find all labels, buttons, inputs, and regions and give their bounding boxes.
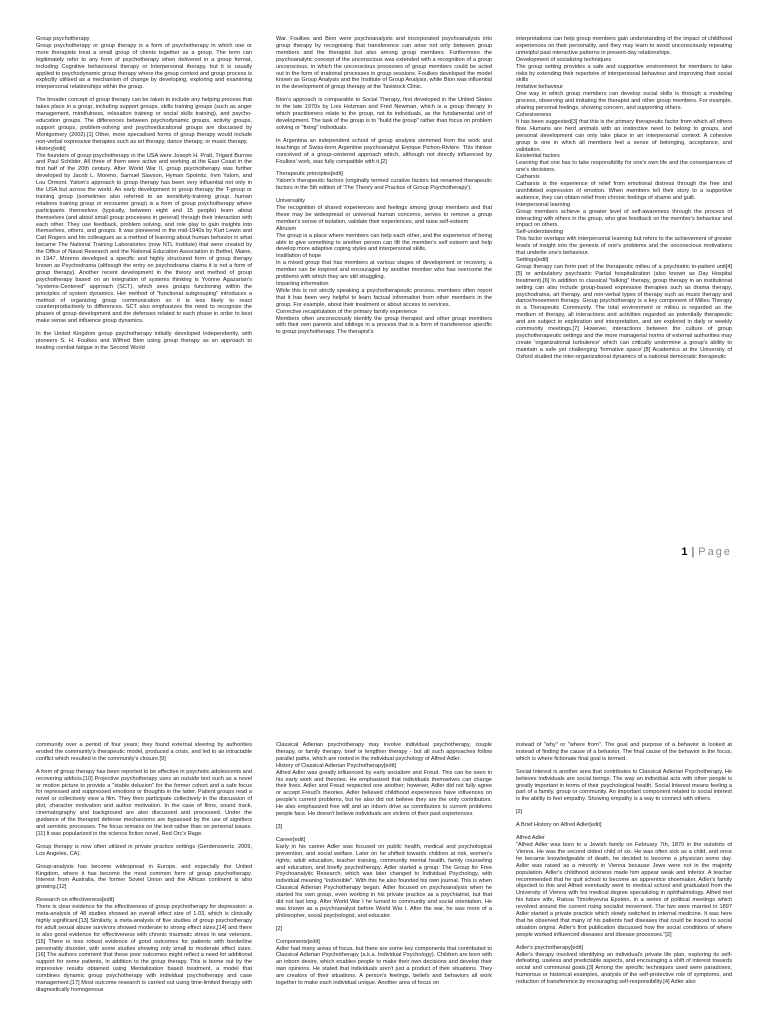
paragraph: Social Interest is another area that contributes to Classical Adlerian Psychotherapy. He believes individuals are social beings. The way an individual acts with other people is greatly important in terms of their psychological health. Social Interest means feeling a part of a family, group or community. An important component related to social interest is the ability to feel empathy. Showing empathy is a way to connect with others. (516, 768, 732, 803)
section-heading: Settings[edit] (516, 257, 549, 263)
paragraph: There is clear evidence for the effectiveness of group psychotherapy for depression: a meta-analysis of 48 studies showed an overall effect size of 1.03, which is clinically highly significant.[13] Similarly, a meta-analysis of five studies of group psychotherapy for adult sexual abuse survivors showed moderate to strong effect sizes,[14] and there is also good evidence for effectiveness with chronic traumatic stress in war veterans.[15] There is less robust evidence of good outcomes for patients with borderline personality disorder, with some studies showing only small to moderate effect sizes.[16] The authors comment that these poor outcomes might reflect a need for additional support for some patients, in addition to the group therapy. This is borne out by the impressive results obtained using Mentalization based treatment, a model that combines dynamic group psychotherapy with individual psychotherapy and case management.[17] Most outcome research is carried out using time-limited therapy with diagnostically homogenous (36, 904, 252, 993)
paragraph: The founders of group psychotherapy in the USA were Joseph H. Pratt, Trigant Burrow and Paul Schilder. All three of them were active and working at the East Coast in the first half of the 20th century. After World War II, group psychotherapy was further developed by Jacob L. Moreno, Samuel Slavson, Hyman Spotnitz, Irvin Yalom, and Lou Ormont. Yalom's approach to group therapy has been very influential not only in the USA but across the world. An early development in group therapy the T-group or training group (sometimes also referred to as sensitivity-training group, human relations training group or encounter group) is a form of group psychotherapy where participants themselves (typically, between eight and 15 people) learn about themselves (and about small group processes in general) through their interaction with each other. They use feedback, problem solving, and role play to gain insights into themselves, others, and groups. It was pioneered in the mid-1940s by Kurt Lewin and Carl Rogers and his colleagues as a method of learning about human behavior in what became The National Training Laboratories (now NTL Institute) that were created by the Office of Naval Research and the National Education Association in Bethel, Maine, in 1947. Moreno developed a specific and highly structured form of group therapy known as Psychodrama (although the entry on psychodrama claims it is not a form of group therapy). Another recent development in the theory and method of group psychotherapy based on an integration of systems thinking is Yvonne Agazarian's "systems-Centered" approach (SCT), which sees groups functioning within the principles of system dynamics. Her method of "functional subgrouping" introduces a method of organizing group communication so it is less likely to react counterproductively to differences. SCT also emphasizes the need to recognize the phases of group development and the defenses related to each phase in order to best make sense and influence group dynamics. (36, 152, 252, 325)
section-heading: Career[edit] (276, 836, 306, 843)
paragraph: Group-analysis has become widespread in Europe, and especially the United Kingdom, where it has become the most common form of group psychotherapy. Interest from Australia, the former Soviet Union and the African continent is also growing.[12] (36, 863, 252, 891)
section-heading: History[edit] (36, 145, 66, 152)
section-heading: Research on effectiveness[edit] (36, 897, 114, 904)
section-heading: Components[edit] (276, 938, 320, 945)
paragraph: "Alfred Adler was born to a Jewish family on February 7th, 1870 in the outskirts of Vienna. He was the second oldest child of six. He was often sick as a child, and once he became knowledgeable of death, he decided to become a physician some day. Adler was raised as a minority in Vienna because Jews were not in the majority population. Adler's childhood sickness made him appear weak and inferior. A teacher recommended that he quit school to become an apprentice shoemaker. Adler's family objected to this and Alfred eventually went to medical school and graduated from the University of Vienna with his medical degree specializing in ophthalmology. Alfred met his future wife, Raissa Timofeyevna Epstein, in a series of political meetings which revolved around the current rising socialist movement. The two were married in 1897 Adler started a private practice which slowly switched to internal medicine. It was here that he observed that many of his patients had diseases that could be traced to social situation origins. Adler's first publication discussed how the social conditions of where people worked influenced diseases and disease processes."[2] (516, 841, 732, 938)
paragraph: instead of "why" or "where from". The goal and purpose of a behavior is looked at instead of finding the cause of a behavior. The final cause of the behavior is the focus, which is where fictionate final goal is termed. (516, 742, 732, 762)
paragraph: In Argentina an independent school of group analysis stemmed from the work and teachings of Swiss-born Argentine psychoanalyst Enrique Pichon-Rivière. This thinker conceived of a group-centered approach which, although not directly influenced by Foulkes' work, was fully compatible with it.[2] (276, 137, 492, 165)
section-heading: Corrective recapitulation of the primary family experience (276, 308, 418, 315)
paragraph: Group psychotherapy or group therapy is a form of psychotherapy in which one or more therapists treat a small group of clients together as a group. The term can legitimately refer to any form of psychotherapy when delivered in a group format, including Cognitive behavioural therapy or Interpersonal therapy, but it is usually applied to psychodynamic group therapy where the group context and group process is explicitly utilised as a mechanism of change by developing, exploring and examining interpersonal relationships within the group. (36, 42, 252, 91)
paragraph: Bion's approach is comparable to Social Therapy, first developed in the United States in the late 1970s by Lois Holzman and Fred Newman, which is a group therapy in which practitioners relate to the group, not its individuals, as the fundamental unit of development. The task of the group is to "build the group" rather than focus on problem solving or "fixing" individuals. (276, 97, 492, 131)
document-page-2 (0, 708, 768, 1024)
paragraph: The broader concept of group therapy can be taken to include any helping process that takes place in a group, including support groups, skills training groups (such as anger management, mindfulness, relaxation training or social skills training), and psycho-education groups. The differences between psychodynamic groups, activity groups, support groups, problem-solving and psychoeducational groups are discussed by Montgomery (2002).[1] Other, more specialised forms of group therapy would include non-verbal expressive therapies such as art therapy, dance therapy, or music therapy. (36, 97, 252, 145)
paragraph: Classical Adlerian psychotherapy may involve individual psychotherapy, couple therapy, or family therapy, brief or lengthier therapy - but all such approaches follow parallel paths, which are rooted in the individual psychology of Alfred Adler. (276, 742, 492, 762)
section-heading: Self-understanding (516, 229, 563, 236)
page1-column-middle (276, 36, 492, 336)
paragraph: Adler's therapy involved identifying an individual's private life plan, exploring its self-defeating, useless and predictable aspects, and encouraging a shift of interest towards social and communal goals.[3] Among the specific techniques used were paradoxes, humorous or historical examples, analysis of the self-protective role of symptoms, and reduction of transference by encouraging self-responsibility.[4] Adler also (516, 951, 732, 986)
section-heading: Development of socializing techniques (516, 56, 612, 63)
section-heading: Adler's psychotherapy[edit] (516, 944, 583, 951)
paragraph: Catharsis is the experience of relief from emotional distress through the free and uninhibited expression of emotion. When members tell their story to a supportive audience, they can obtain relief from chronic feelings of shame and guilt. (516, 181, 732, 201)
paragraph: [2] (276, 925, 283, 932)
paragraph: Learning that one has to take responsibility for one's own life and the consequences of one's decisions. (516, 160, 732, 174)
section-heading: History of Classical Adlerian Psychotherapy[edit] (276, 762, 397, 769)
page-footer-word: Page (698, 546, 732, 558)
paragraph: A form of group therapy has been reported to be effective in psychotic adolescents and recovering addicts.[10] Projective psychotherapy uses an outside text such as a novel or motion picture to provide a "stable delusion" for the former cohort and a safe focus for repressed and suppressed emotions or thoughts in the latter. Patient groups read a novel or collectively view a film. They then participate collectively in the discussion of plot, character motivation and author motivation. In the case of films, sound track, cinematography and background are also discussed and processed. Under the guidance of the therapist defense mechanisms are bypassed by the use of signifiers and semiotic processes. The focus remains on the text rather than on personal issues. [11] It was popularized in the science fiction novel, Red Orc's Rage. (36, 768, 252, 837)
page-number: 1 (681, 546, 688, 558)
paragraph: In the United Kingdom group psychotherapy initially developed independently, with pioneers S. H. Foulkes and Wilfred Bion using group therapy as an approach to treating combat fatigue in the Second World (36, 331, 252, 351)
paragraph: Group therapy is now often utilized in private practice settings (Gerdenswertz, 2009, Los Angeles, CA). (36, 843, 252, 857)
section-heading: Therapeutic principles[edit] (276, 171, 343, 178)
paragraph: A Brief History on Alfred Adler[edit] (516, 822, 602, 829)
paragraph: In a mixed group that has members at various stages of development or recovery, a member can be inspired and encouraged by another member who has overcome the problems with which they are still struggling. (276, 260, 492, 281)
section-heading: Imitative behaviour (516, 84, 563, 91)
paragraph: Members often unconsciously identify the group therapist and other group members with their own parents and siblings in a process that is a form of transference specific to group psychotherapy. The therapist's (276, 315, 492, 336)
paragraph: While this is not strictly speaking a psychotherapeutic process, members often report that it has been very helpful to learn factual information from other members in the group. For example, about their treatment or about access to services. (276, 287, 492, 308)
page-gap (0, 600, 768, 708)
paragraph: War. Foulkes and Bion were psychoanalysts and incorporated psychoanalysis into group therapy by recognising that transference can arise not only between group members and the therapist but also among group members. Furthermore the psychoanalytic concept of the unconscious was extended with a recognition of a group unconscious, in which the unconscious processes of group members could be acted out in the form of irrational processes in group sessions. Foulkes developed the model known as Group Analysis and the Institute of Group Analysis, while Bion was influential in the development of group therapy at the Tavistock Clinic. (276, 36, 492, 91)
section-heading: Catharsis (516, 174, 540, 181)
section-heading: Group psychotherapy (36, 36, 90, 42)
page2-column-right (516, 742, 732, 986)
paragraph: Early in his career Adler was focused on public health, medical and psychological prevention, and social welfare. Later on he shifted towards children at risk, women's rights, adult education, teacher training, community mental health, family counseling and education, and briefly psychotherapy. Adler started a group: The Group for Free Psychoanalytic Research, which was later changed to Individual Psychology, with individual meaning "indivisible". With this he also founded his own journal. This is when Classical Adlerian Psychotherapy began. Adler focused on psychoanalysis when he started his own group, even working in his private practice as a psychiatrist, but that did not last long. After World War I he turned to community and social orientation. He was known as a psychoanalyst before World War I. After the war, he was more of a philosopher, social psychologist, and educator. (276, 843, 492, 919)
paragraph: Group therapy can form part of the therapeutic milieu of a psychiatric in-patient unit[4][5] or ambulatory psychiatric Partial hospitalization (also known as Day Hospital treatment).[6] In addition to classical "talking" therapy, group therapy in an institutional setting can also include group-based expressive therapies such as drama therapy, psychodrama, art therapy, and non-verbal types of therapy such as music therapy and dance/movement therapy. Group psychotherapy is a key component of Milieu Therapy in a Therapeutic Community. The total environment or milieu is regarded as the medium of therapy, all interactions and activities regarded as potentially therapeutic and are subject to exploration and interpretation, and are explored in daily or weekly community meetings.[7] However, interactions between the culture of group psychotherapeutic settings and the more managerial norms of external authorities may create 'organizational turbulence' which can critically undermine a group's ability to maintain a safe yet challenging 'formative space'.[8] Academics at the University of Oxford studied the inter-organizational dynamics of a national democratic therapeutic (516, 263, 732, 360)
paragraph: The group is a place where members can help each other, and the experience of being able to give something to another person can lift the member's self esteem and help develop more adaptive coping styles and interpersonal skills. (276, 232, 492, 253)
page-footer (681, 546, 732, 558)
section-heading: Existential factors (516, 153, 560, 160)
section-heading: Imparting information (276, 281, 329, 287)
section-heading: Alfred Adler (516, 835, 545, 842)
page2-column-middle (276, 742, 492, 987)
paragraph: The group setting provides a safe and supportive environment for members to take risks by extending their repertoire of interpersonal behaviour and improving their social skills (516, 63, 732, 84)
page2-column-left (36, 742, 252, 994)
page1-column-right (516, 36, 732, 361)
section-heading: Instillation of hope (276, 253, 322, 260)
paragraph: community over a period of four years; they found external steering by authorities eroded the community's therapeutic model, produced a crisis, and led to an intractable conflict which resulted in the community's closure.[9] (36, 742, 252, 762)
page-footer-separator: | (691, 546, 695, 558)
section-heading: Interpersonal learning (516, 201, 571, 208)
paragraph: [2] (516, 809, 523, 816)
paragraph: It has been suggested[3] that this is the primary therapeutic factor from which all others flow. Humans are herd animals with an instinctive need to belong to groups, and personal development can only take place in an interpersonal context. A cohesive group is one in which all members feel a sense of belonging, acceptance, and validation. (516, 118, 732, 153)
paragraph: This factor overlaps with interpersonal learning but refers to the achievement of greater levels of insight into the genesis of one's problems and the unconscious motivations that underlie one's behaviour. (516, 236, 732, 257)
section-heading: Cohesiveness (516, 111, 552, 118)
paragraph: [3] (276, 823, 283, 830)
paragraph: The recognition of shared experiences and feelings among group members and that these may be widespread or universal human concerns, serves to remove a group member's sense of isolation, validate their experiences, and raise self-esteem (276, 205, 492, 225)
paragraph: Group members achieve a greater level of self-awareness through the process of interacting with others in the group, who give feedback on the member's behaviour and impact on others. (516, 208, 732, 229)
paragraph: One way in which group members can develop social skills is through a modeling process, observing and imitating the therapist and other group members. For example, sharing personal feelings, showing concern, and supporting others. (516, 91, 732, 112)
paragraph: Adler had many areas of focus, but there are some key components that contributed to Classical Adlerian Psychotherapy (a.k.a. Individual Psychology). Children are born with an inborn desire, which enables people to make their own decisions and develop their own opinions. He stated that individuals aren't just a product of their situations. They are creators of their situations. A person's feelings, beliefs and behaviors all work together to make each individual unique. Another area of focus on (276, 945, 492, 987)
paragraph: Yalom's therapeutic factors (originally termed curative factors but renamed therapeutic factors in the 5th edition of 'The Theory and Practice of Group Psychotherapy'). (276, 178, 492, 192)
paragraph: Alfred Adler was greatly influenced by early socialism and Freud. This can be seen in his early work and theories. He emphasized that individuals themselves can change their lives. Adler and Freud respected one another; however, Adler did not fully agree or accept Freud's theories. Adler believed childhood experiences have influences on people's current problems, but he also did not believe they are the only contributors. He also emphasized free will and an inborn drive as contributors to current problems people face. He doesn't believe individuals are victims of their past experiences. (276, 769, 492, 818)
page1-column-left (36, 36, 252, 352)
section-heading: Altruism (276, 225, 297, 232)
section-heading: Universality (276, 198, 305, 205)
paragraph: interpretations can help group members gain understanding of the impact of childhood experiences on their personality, and they may learn to avoid unconsciously repeating unhelpful past interactive patterns in present-day relationships. (516, 36, 732, 56)
